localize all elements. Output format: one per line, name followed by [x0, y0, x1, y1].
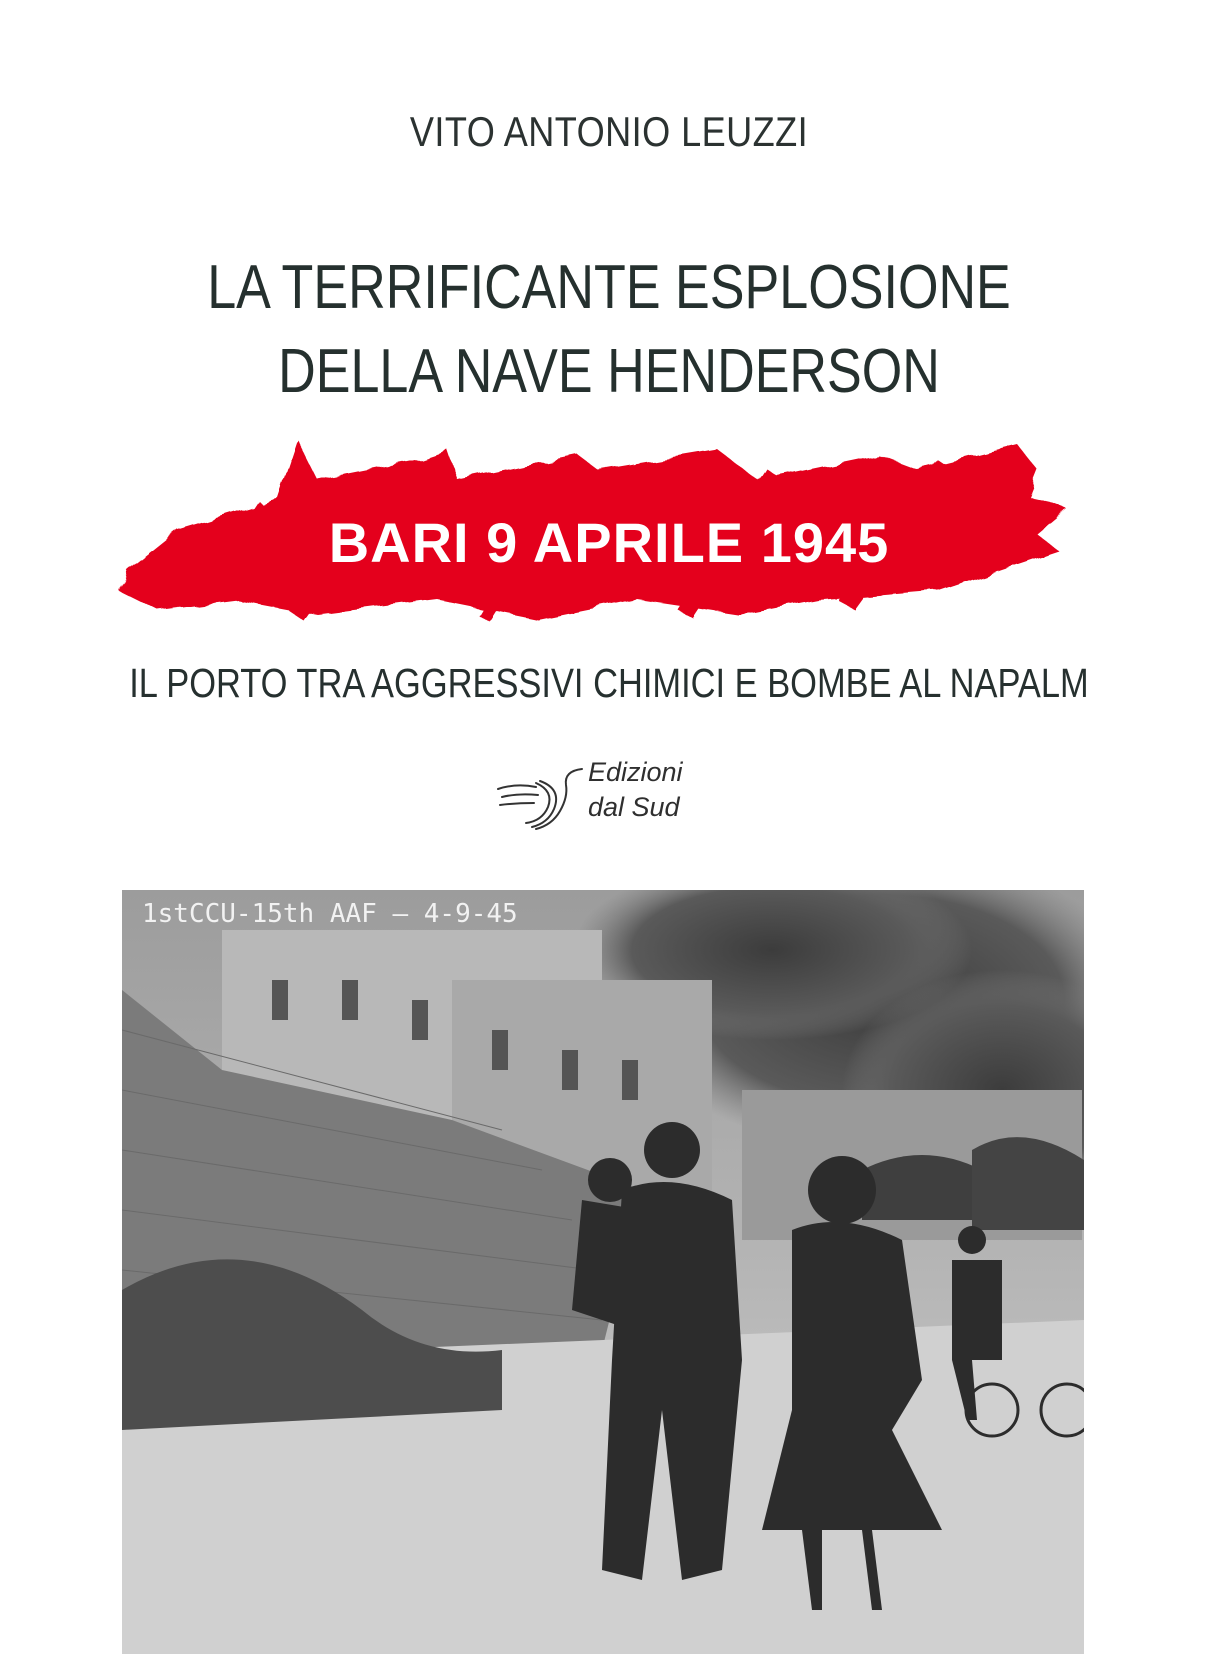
- cover-photo: [122, 890, 1084, 1654]
- photo-caption: 1stCCU-15th AAF — 4-9-45: [142, 899, 518, 929]
- publisher-line-1: Edizioni: [588, 757, 683, 787]
- book-title: [97, 246, 1120, 414]
- date-banner: BARI 9 APRILE 1945: [328, 511, 890, 574]
- publisher-name: [588, 755, 683, 825]
- title-line-2: DELLA NAVE HENDERSON: [278, 337, 940, 406]
- publisher: [496, 755, 726, 845]
- title-line-1: LA TERRIFICANTE ESPLOSIONE: [207, 253, 1011, 322]
- publisher-line-2: dal Sud: [588, 792, 680, 822]
- publisher-logo-icon: [496, 761, 588, 833]
- subtitle: IL PORTO TRA AGGRESSIVI CHIMICI E BOMBE AL NAPALM: [129, 660, 1089, 706]
- author-name: VITO ANTONIO LEUZZI: [409, 108, 809, 155]
- cover-photo-illustration: [122, 890, 1084, 1654]
